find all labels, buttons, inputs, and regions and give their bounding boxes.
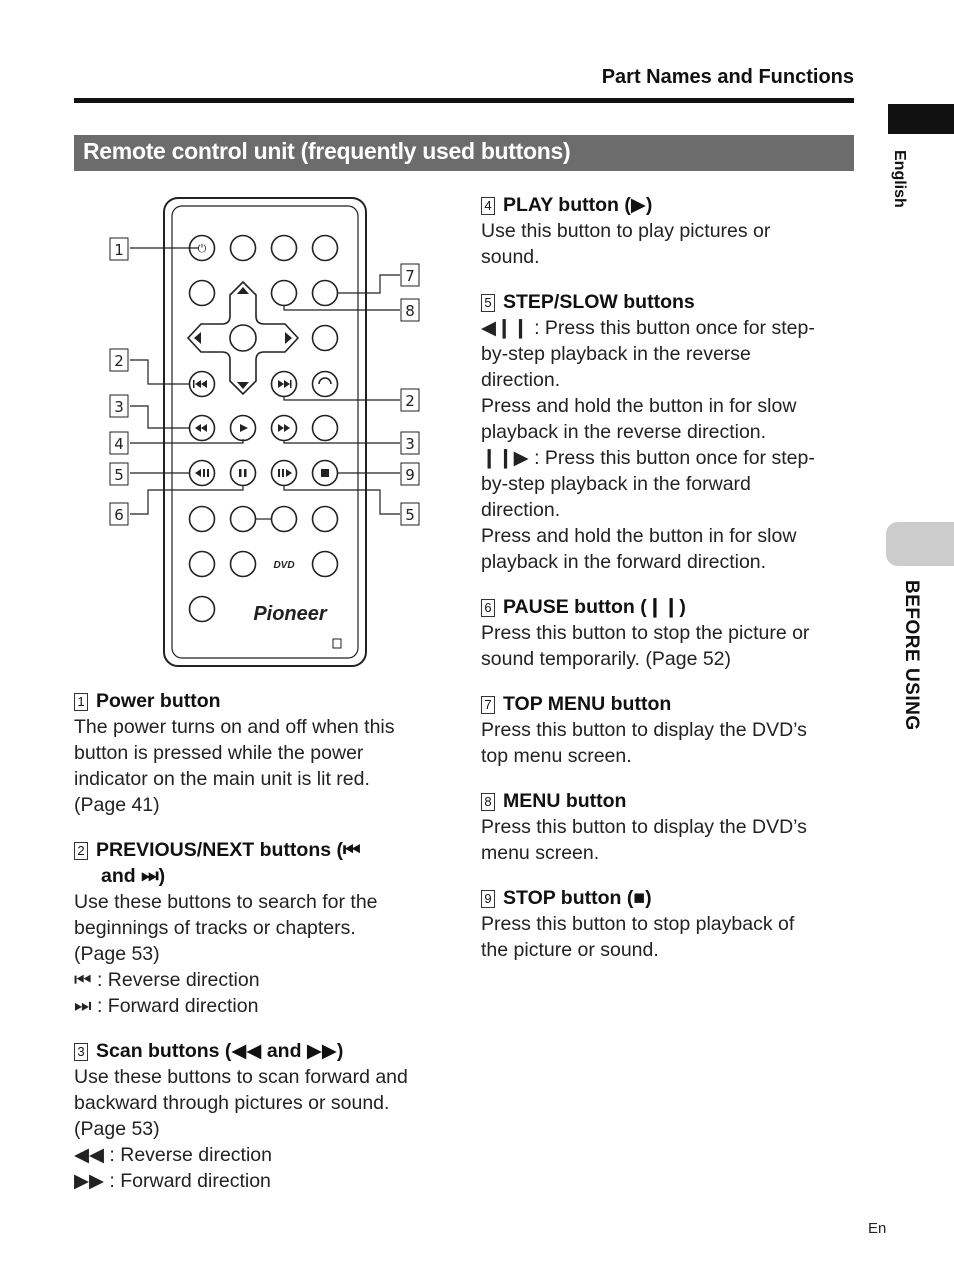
callout-right-2: 2: [405, 392, 415, 410]
item-title: PLAY button (▶): [503, 194, 653, 216]
item-number: 8: [481, 793, 495, 811]
item-top-menu: [481, 691, 853, 769]
item-title-continued: and ⏭): [101, 865, 166, 887]
item-text-line: ◀◀ : Reverse direction: [74, 1144, 272, 1166]
svg-text:⏻: ⏻: [197, 242, 207, 255]
callout-right-3: 3: [405, 435, 415, 453]
item-text-line: Press this button to display the DVD’s: [481, 816, 807, 838]
item-text-line: ▶▶ : Forward direction: [74, 1170, 271, 1192]
item-number: 2: [74, 842, 88, 860]
callout-left-5: 5: [114, 466, 124, 484]
item-pause: [481, 594, 853, 672]
item-text-line: by-step playback in the reverse: [481, 343, 751, 365]
section-heading-bar: [74, 135, 854, 171]
item-text-line: button is pressed while the power: [74, 742, 364, 764]
item-text-line: Use this button to play pictures or: [481, 220, 771, 242]
item-text-line: Press this button to display the DVD’s: [481, 719, 807, 741]
remote-control-illustration: [104, 192, 434, 672]
callout-right-5: 5: [405, 506, 415, 524]
item-power: [74, 688, 454, 818]
side-section-label: BEFORE USING: [901, 580, 922, 731]
item-text-line: Press and hold the button in for slow: [481, 395, 797, 417]
section-heading: Remote control unit (frequently used buttons): [83, 138, 571, 164]
item-text-line: menu screen.: [481, 842, 600, 864]
item-text-line: sound temporarily. (Page 52): [481, 648, 732, 670]
item-title: MENU button: [503, 790, 627, 812]
item-text-line: the picture or sound.: [481, 939, 659, 961]
remote-brand-logo: Pioneer: [253, 603, 327, 625]
item-text-line: Press this button to stop the picture or: [481, 622, 810, 644]
item-stop: [481, 885, 853, 963]
item-text-line: top menu screen.: [481, 745, 632, 767]
item-title: Scan buttons (◀◀ and ▶▶): [96, 1040, 344, 1062]
item-title: STOP button (■): [503, 887, 652, 909]
callout-left-6: 6: [114, 506, 124, 524]
item-text-line: (Page 41): [74, 794, 160, 816]
item-number: 1: [74, 693, 88, 711]
side-tab-marker: [888, 104, 954, 134]
left-column: [74, 688, 454, 1213]
item-text-line: indicator on the main unit is lit red.: [74, 768, 370, 790]
item-menu: [481, 788, 853, 866]
item-title: PAUSE button (❙❙): [503, 596, 686, 618]
item-number: 4: [481, 197, 495, 215]
item-text-line: ◀❙❙ : Press this button once for step-: [481, 317, 815, 339]
item-scan: [74, 1038, 454, 1194]
item-number: 7: [481, 696, 495, 714]
item-text-line: (Page 53): [74, 1118, 160, 1140]
header-rule: [74, 98, 854, 103]
item-text-line: ⏮ : Reverse direction: [74, 969, 260, 991]
item-step-slow: [481, 289, 853, 575]
item-text-line: ⏭ : Forward direction: [74, 995, 259, 1017]
item-title: PREVIOUS/NEXT buttons (⏮: [96, 839, 361, 861]
item-number: 9: [481, 890, 495, 908]
item-text-line: ❙❙▶ : Press this button once for step-: [481, 447, 815, 469]
page-number: En: [868, 1220, 887, 1237]
item-text-line: Press and hold the button in for slow: [481, 525, 797, 547]
item-text-line: Use these buttons to search for the: [74, 891, 378, 913]
item-text-line: The power turns on and off when this: [74, 716, 395, 738]
item-text-line: backward through pictures or sound.: [74, 1092, 390, 1114]
callout-left-3: 3: [114, 398, 124, 416]
side-section-tab: [886, 522, 954, 566]
callout-right-8: 8: [405, 302, 415, 320]
item-play: [481, 192, 853, 270]
item-text-line: by-step playback in the forward: [481, 473, 751, 495]
item-text-line: playback in the reverse direction.: [481, 421, 767, 443]
item-text-line: Use these buttons to scan forward and: [74, 1066, 408, 1088]
item-text-line: direction.: [481, 369, 561, 391]
item-title: STEP/SLOW buttons: [503, 291, 695, 313]
item-text-line: (Page 53): [74, 943, 160, 965]
item-text-line: sound.: [481, 246, 540, 268]
page-header-title: Part Names and Functions: [601, 66, 854, 88]
callout-right-9: 9: [405, 466, 415, 484]
item-text-line: direction.: [481, 499, 561, 521]
callout-right-7: 7: [405, 267, 415, 285]
item-number: 3: [74, 1043, 88, 1061]
callout-left-2: 2: [114, 352, 124, 370]
callout-left-4: 4: [114, 435, 124, 453]
item-title: Power button: [96, 690, 221, 712]
item-previous-next: [74, 837, 454, 1019]
callout-left-1: 1: [114, 241, 124, 259]
svg-text:DVD: DVD: [273, 560, 295, 571]
item-text-line: Press this button to stop playback of: [481, 913, 795, 935]
item-number: 5: [481, 294, 495, 312]
item-title: TOP MENU button: [503, 693, 672, 715]
item-number: 6: [481, 599, 495, 617]
right-column: [481, 192, 853, 982]
item-text-line: beginnings of tracks or chapters.: [74, 917, 356, 939]
side-language-label: English: [891, 150, 908, 208]
item-text-line: playback in the forward direction.: [481, 551, 767, 573]
